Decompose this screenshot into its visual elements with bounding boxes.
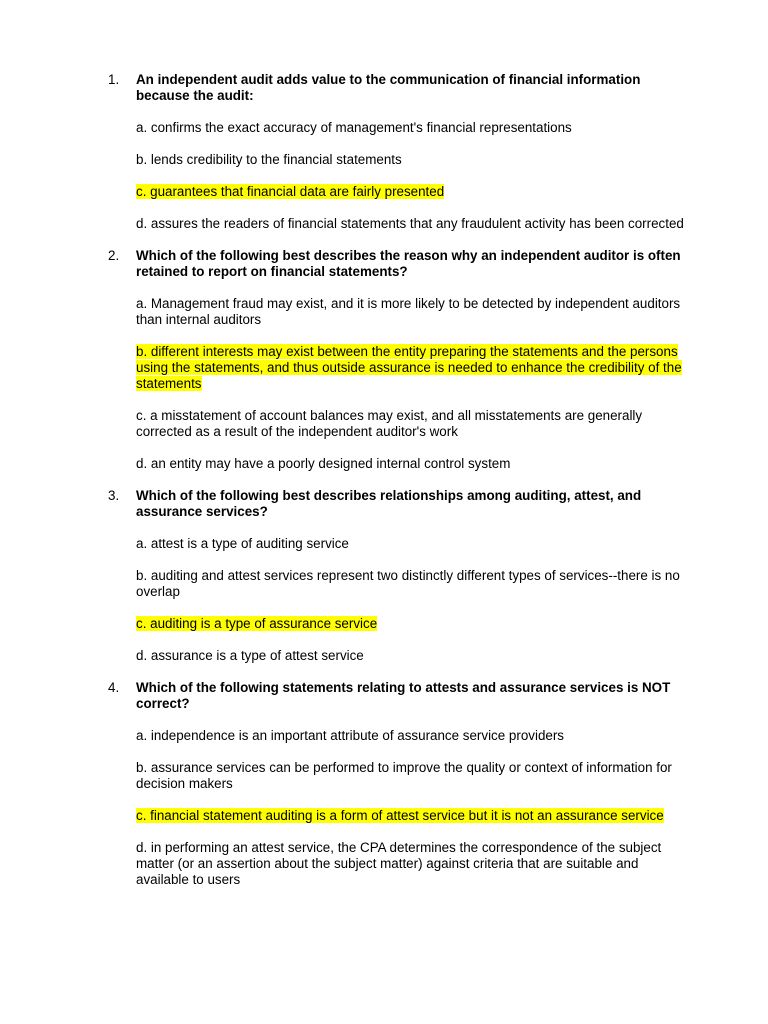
question-3 bbox=[108, 488, 688, 664]
option-a bbox=[136, 728, 688, 744]
option-b bbox=[136, 760, 688, 792]
option-text: a. independence is an important attribute of assurance service providers bbox=[136, 728, 564, 743]
option-text: b. assurance services can be performed to improve the quality or context of information for decision makers bbox=[136, 760, 672, 791]
highlighted-answer: c. auditing is a type of assurance service bbox=[136, 616, 378, 631]
option-text: d. assurance is a type of attest service bbox=[136, 648, 364, 663]
question-4 bbox=[108, 680, 688, 888]
option-c-highlighted bbox=[136, 808, 688, 824]
question-number: 1. bbox=[108, 72, 120, 87]
option-text: a. Management fraud may exist, and it is more likely to be detected by independent auditors than internal auditors bbox=[136, 296, 681, 327]
option-text: b. lends credibility to the financial statements bbox=[136, 152, 402, 167]
option-a bbox=[136, 536, 688, 552]
question-body bbox=[136, 680, 688, 888]
option-d bbox=[136, 456, 688, 472]
option-text: b. auditing and attest services represent two distinctly different types of services--there is no overlap bbox=[136, 568, 680, 599]
question-1 bbox=[108, 72, 688, 232]
highlighted-answer: b. different interests may exist between the entity preparing the statements and the persons using the statements, and thus outside assurance is needed to enhance the credibility of the statements bbox=[136, 344, 682, 391]
option-text: a. attest is a type of auditing service bbox=[136, 536, 349, 551]
option-text: c. a misstatement of account balances may exist, and all misstatements are generally corrected as a result of the independent auditor's work bbox=[136, 408, 643, 439]
option-b-highlighted bbox=[136, 344, 688, 392]
question-number: 3. bbox=[108, 488, 120, 503]
option-text: a. confirms the exact accuracy of management's financial representations bbox=[136, 120, 572, 135]
option-c-highlighted bbox=[136, 616, 688, 632]
question-body bbox=[136, 488, 688, 664]
option-d bbox=[136, 648, 688, 664]
question-body bbox=[136, 72, 688, 232]
option-d bbox=[136, 216, 688, 232]
question-text: Which of the following statements relating to attests and assurance services is NOT correct? bbox=[136, 680, 671, 711]
option-c bbox=[136, 408, 688, 440]
option-b bbox=[136, 568, 688, 600]
option-text: d. an entity may have a poorly designed internal control system bbox=[136, 456, 511, 471]
question-number: 2. bbox=[108, 248, 120, 263]
question-number: 4. bbox=[108, 680, 120, 695]
option-d bbox=[136, 840, 688, 888]
highlighted-answer: c. financial statement auditing is a form of attest service but it is not an assurance service bbox=[136, 808, 664, 823]
question-2 bbox=[108, 248, 688, 472]
question-body bbox=[136, 248, 688, 472]
option-text: d. assures the readers of financial statements that any fraudulent activity has been corrected bbox=[136, 216, 684, 231]
question-text: Which of the following best describes the reason why an independent auditor is often retained to report on financial statements? bbox=[136, 248, 681, 279]
option-a bbox=[136, 120, 688, 136]
option-text: d. in performing an attest service, the CPA determines the correspondence of the subject matter (or an assertion about the subject matter) against criteria that are suitable and available to users bbox=[136, 840, 662, 887]
question-text: Which of the following best describes relationships among auditing, attest, and assurance services? bbox=[136, 488, 642, 519]
option-a bbox=[136, 296, 688, 328]
option-b bbox=[136, 152, 688, 168]
question-text: An independent audit adds value to the communication of financial information because the audit: bbox=[136, 72, 641, 103]
option-c-highlighted bbox=[136, 184, 688, 200]
highlighted-answer: c. guarantees that financial data are fairly presented bbox=[136, 184, 445, 199]
